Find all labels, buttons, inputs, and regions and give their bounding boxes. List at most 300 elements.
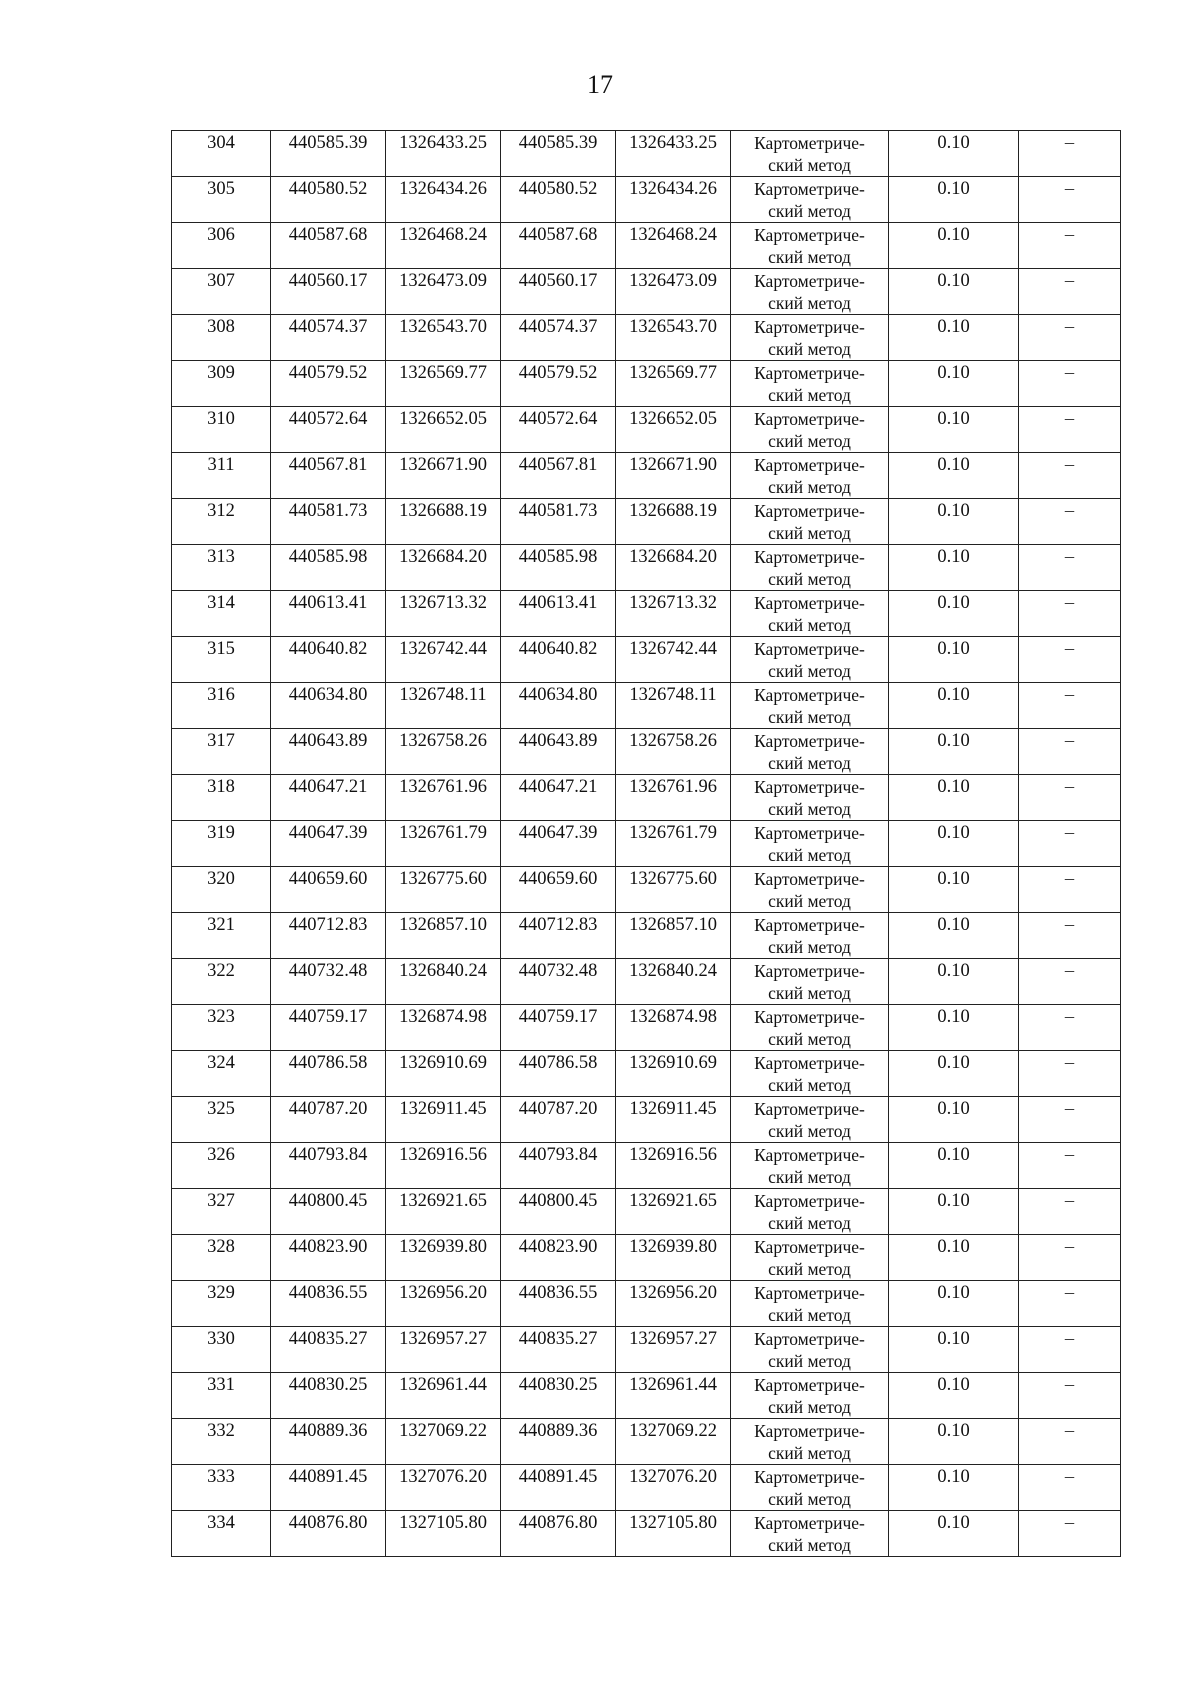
accuracy-cell: 0.10	[889, 821, 1019, 867]
point-number-cell: 329	[172, 1281, 271, 1327]
note-cell: –	[1019, 1465, 1121, 1511]
method-cell	[731, 499, 889, 545]
existing-x-cell: 440581.73	[271, 499, 386, 545]
table-row	[172, 1097, 1121, 1143]
note-cell: –	[1019, 131, 1121, 177]
new-y-cell: 1326569.77	[616, 361, 731, 407]
accuracy-cell: 0.10	[889, 1511, 1019, 1557]
method-cell	[731, 1419, 889, 1465]
method-cell	[731, 775, 889, 821]
existing-y-cell: 1326713.32	[386, 591, 501, 637]
new-y-cell: 1326473.09	[616, 269, 731, 315]
note-cell: –	[1019, 1419, 1121, 1465]
existing-y-cell: 1326874.98	[386, 1005, 501, 1051]
new-y-cell: 1326857.10	[616, 913, 731, 959]
point-number-cell: 322	[172, 959, 271, 1005]
method-line-1: Картометриче-	[754, 1053, 865, 1073]
accuracy-cell: 0.10	[889, 637, 1019, 683]
method-cell	[731, 591, 889, 637]
method-line-1: Картометриче-	[754, 179, 865, 199]
table-row	[172, 959, 1121, 1005]
existing-x-cell: 440830.25	[271, 1373, 386, 1419]
note-cell: –	[1019, 545, 1121, 591]
new-x-cell: 440876.80	[501, 1511, 616, 1557]
point-number-cell: 327	[172, 1189, 271, 1235]
point-number-cell: 314	[172, 591, 271, 637]
new-x-cell: 440659.60	[501, 867, 616, 913]
accuracy-cell: 0.10	[889, 1419, 1019, 1465]
accuracy-cell: 0.10	[889, 867, 1019, 913]
accuracy-cell: 0.10	[889, 1051, 1019, 1097]
point-number-cell: 316	[172, 683, 271, 729]
point-number-cell: 331	[172, 1373, 271, 1419]
note-cell: –	[1019, 361, 1121, 407]
point-number-cell: 320	[172, 867, 271, 913]
new-y-cell: 1326742.44	[616, 637, 731, 683]
existing-y-cell: 1326748.11	[386, 683, 501, 729]
note-cell: –	[1019, 775, 1121, 821]
method-line-1: Картометриче-	[754, 1329, 865, 1349]
method-line-2: ский метод	[768, 1029, 851, 1049]
method-line-1: Картометриче-	[754, 1467, 865, 1487]
point-number-cell: 325	[172, 1097, 271, 1143]
method-line-2: ский метод	[768, 1167, 851, 1187]
existing-x-cell: 440800.45	[271, 1189, 386, 1235]
new-y-cell: 1326758.26	[616, 729, 731, 775]
table-row	[172, 1281, 1121, 1327]
new-x-cell: 440836.55	[501, 1281, 616, 1327]
existing-y-cell: 1326688.19	[386, 499, 501, 545]
existing-x-cell: 440787.20	[271, 1097, 386, 1143]
method-line-1: Картометриче-	[754, 1375, 865, 1395]
method-line-2: ский метод	[768, 1535, 851, 1555]
table-row	[172, 821, 1121, 867]
existing-x-cell: 440786.58	[271, 1051, 386, 1097]
accuracy-cell: 0.10	[889, 1143, 1019, 1189]
existing-x-cell: 440823.90	[271, 1235, 386, 1281]
method-cell	[731, 1373, 889, 1419]
existing-y-cell: 1326684.20	[386, 545, 501, 591]
note-cell: –	[1019, 1511, 1121, 1557]
new-y-cell: 1326840.24	[616, 959, 731, 1005]
new-y-cell: 1326957.27	[616, 1327, 731, 1373]
note-cell: –	[1019, 867, 1121, 913]
existing-x-cell: 440793.84	[271, 1143, 386, 1189]
note-cell: –	[1019, 177, 1121, 223]
method-line-1: Картометриче-	[754, 1191, 865, 1211]
new-x-cell: 440712.83	[501, 913, 616, 959]
new-x-cell: 440560.17	[501, 269, 616, 315]
new-y-cell: 1326761.96	[616, 775, 731, 821]
method-line-1: Картометриче-	[754, 1283, 865, 1303]
method-line-2: ский метод	[768, 983, 851, 1003]
point-number-cell: 310	[172, 407, 271, 453]
coordinates-table-body	[172, 131, 1121, 1557]
new-y-cell: 1326713.32	[616, 591, 731, 637]
method-cell	[731, 315, 889, 361]
method-line-2: ский метод	[768, 1259, 851, 1279]
method-line-1: Картометриче-	[754, 1513, 865, 1533]
method-line-2: ский метод	[768, 707, 851, 727]
new-x-cell: 440587.68	[501, 223, 616, 269]
existing-y-cell: 1326569.77	[386, 361, 501, 407]
existing-y-cell: 1326468.24	[386, 223, 501, 269]
table-row	[172, 1143, 1121, 1189]
method-line-2: ский метод	[768, 339, 851, 359]
note-cell: –	[1019, 453, 1121, 499]
point-number-cell: 330	[172, 1327, 271, 1373]
new-y-cell: 1326911.45	[616, 1097, 731, 1143]
new-x-cell: 440567.81	[501, 453, 616, 499]
method-line-1: Картометриче-	[754, 1421, 865, 1441]
method-line-2: ский метод	[768, 201, 851, 221]
accuracy-cell: 0.10	[889, 1327, 1019, 1373]
method-cell	[731, 453, 889, 499]
note-cell: –	[1019, 729, 1121, 775]
method-line-1: Картометриче-	[754, 409, 865, 429]
existing-x-cell: 440759.17	[271, 1005, 386, 1051]
new-x-cell: 440800.45	[501, 1189, 616, 1235]
new-y-cell: 1326761.79	[616, 821, 731, 867]
note-cell: –	[1019, 1327, 1121, 1373]
new-x-cell: 440830.25	[501, 1373, 616, 1419]
new-y-cell: 1326775.60	[616, 867, 731, 913]
note-cell: –	[1019, 1051, 1121, 1097]
table-row	[172, 407, 1121, 453]
existing-x-cell: 440891.45	[271, 1465, 386, 1511]
method-cell	[731, 269, 889, 315]
coordinates-table	[171, 130, 1121, 1557]
note-cell: –	[1019, 821, 1121, 867]
table-row	[172, 223, 1121, 269]
note-cell: –	[1019, 269, 1121, 315]
existing-x-cell: 440572.64	[271, 407, 386, 453]
table-row	[172, 591, 1121, 637]
method-line-2: ский метод	[768, 937, 851, 957]
new-x-cell: 440634.80	[501, 683, 616, 729]
table-row	[172, 729, 1121, 775]
method-line-1: Картометриче-	[754, 869, 865, 889]
method-line-1: Картометриче-	[754, 777, 865, 797]
existing-x-cell: 440732.48	[271, 959, 386, 1005]
accuracy-cell: 0.10	[889, 499, 1019, 545]
method-cell	[731, 1189, 889, 1235]
existing-y-cell: 1326761.96	[386, 775, 501, 821]
method-cell	[731, 867, 889, 913]
existing-y-cell: 1326961.44	[386, 1373, 501, 1419]
point-number-cell: 315	[172, 637, 271, 683]
new-x-cell: 440572.64	[501, 407, 616, 453]
method-cell	[731, 1511, 889, 1557]
method-line-1: Картометриче-	[754, 961, 865, 981]
table-row	[172, 545, 1121, 591]
existing-x-cell: 440634.80	[271, 683, 386, 729]
new-x-cell: 440613.41	[501, 591, 616, 637]
method-cell	[731, 545, 889, 591]
existing-x-cell: 440574.37	[271, 315, 386, 361]
table-row	[172, 453, 1121, 499]
new-y-cell: 1326468.24	[616, 223, 731, 269]
point-number-cell: 313	[172, 545, 271, 591]
method-line-1: Картометриче-	[754, 317, 865, 337]
accuracy-cell: 0.10	[889, 591, 1019, 637]
new-x-cell: 440793.84	[501, 1143, 616, 1189]
new-x-cell: 440579.52	[501, 361, 616, 407]
point-number-cell: 306	[172, 223, 271, 269]
note-cell: –	[1019, 499, 1121, 545]
method-line-1: Картометриче-	[754, 1099, 865, 1119]
accuracy-cell: 0.10	[889, 729, 1019, 775]
method-cell	[731, 1097, 889, 1143]
method-line-2: ский метод	[768, 1075, 851, 1095]
note-cell: –	[1019, 1143, 1121, 1189]
new-y-cell: 1327105.80	[616, 1511, 731, 1557]
new-y-cell: 1327069.22	[616, 1419, 731, 1465]
existing-x-cell: 440585.39	[271, 131, 386, 177]
page-number: 17	[587, 70, 613, 99]
method-line-2: ский метод	[768, 753, 851, 773]
existing-y-cell: 1326473.09	[386, 269, 501, 315]
accuracy-cell: 0.10	[889, 1373, 1019, 1419]
method-cell	[731, 223, 889, 269]
new-x-cell: 440835.27	[501, 1327, 616, 1373]
new-y-cell: 1326652.05	[616, 407, 731, 453]
method-cell	[731, 637, 889, 683]
new-y-cell: 1326961.44	[616, 1373, 731, 1419]
existing-x-cell: 440587.68	[271, 223, 386, 269]
new-y-cell: 1326433.25	[616, 131, 731, 177]
table-row	[172, 1511, 1121, 1557]
method-line-1: Картометриче-	[754, 915, 865, 935]
existing-x-cell: 440580.52	[271, 177, 386, 223]
new-x-cell: 440640.82	[501, 637, 616, 683]
method-cell	[731, 913, 889, 959]
existing-x-cell: 440640.82	[271, 637, 386, 683]
table-row	[172, 499, 1121, 545]
new-x-cell: 440643.89	[501, 729, 616, 775]
existing-y-cell: 1326916.56	[386, 1143, 501, 1189]
method-cell	[731, 1281, 889, 1327]
table-row	[172, 361, 1121, 407]
table-row	[172, 1465, 1121, 1511]
new-x-cell: 440581.73	[501, 499, 616, 545]
accuracy-cell: 0.10	[889, 361, 1019, 407]
note-cell: –	[1019, 223, 1121, 269]
new-x-cell: 440786.58	[501, 1051, 616, 1097]
table-row	[172, 683, 1121, 729]
method-line-1: Картометриче-	[754, 1007, 865, 1027]
method-line-1: Картометриче-	[754, 639, 865, 659]
method-cell	[731, 407, 889, 453]
existing-y-cell: 1326775.60	[386, 867, 501, 913]
existing-y-cell: 1326652.05	[386, 407, 501, 453]
note-cell: –	[1019, 1097, 1121, 1143]
point-number-cell: 333	[172, 1465, 271, 1511]
method-line-2: ский метод	[768, 1351, 851, 1371]
method-line-1: Картометриче-	[754, 547, 865, 567]
method-cell	[731, 683, 889, 729]
new-x-cell: 440647.39	[501, 821, 616, 867]
method-line-2: ский метод	[768, 1397, 851, 1417]
method-line-2: ский метод	[768, 661, 851, 681]
existing-x-cell: 440567.81	[271, 453, 386, 499]
existing-y-cell: 1326956.20	[386, 1281, 501, 1327]
accuracy-cell: 0.10	[889, 407, 1019, 453]
existing-y-cell: 1326671.90	[386, 453, 501, 499]
point-number-cell: 307	[172, 269, 271, 315]
existing-y-cell: 1326758.26	[386, 729, 501, 775]
new-x-cell: 440889.36	[501, 1419, 616, 1465]
method-line-1: Картометриче-	[754, 593, 865, 613]
method-cell	[731, 1327, 889, 1373]
new-y-cell: 1326921.65	[616, 1189, 731, 1235]
new-y-cell: 1326684.20	[616, 545, 731, 591]
accuracy-cell: 0.10	[889, 177, 1019, 223]
existing-y-cell: 1326840.24	[386, 959, 501, 1005]
accuracy-cell: 0.10	[889, 453, 1019, 499]
point-number-cell: 305	[172, 177, 271, 223]
method-cell	[731, 177, 889, 223]
note-cell: –	[1019, 1189, 1121, 1235]
point-number-cell: 319	[172, 821, 271, 867]
new-y-cell: 1326939.80	[616, 1235, 731, 1281]
point-number-cell: 323	[172, 1005, 271, 1051]
existing-y-cell: 1326939.80	[386, 1235, 501, 1281]
method-line-2: ский метод	[768, 523, 851, 543]
new-x-cell: 440574.37	[501, 315, 616, 361]
method-line-2: ский метод	[768, 891, 851, 911]
accuracy-cell: 0.10	[889, 683, 1019, 729]
table-row	[172, 1419, 1121, 1465]
new-y-cell: 1326916.56	[616, 1143, 731, 1189]
accuracy-cell: 0.10	[889, 223, 1019, 269]
point-number-cell: 328	[172, 1235, 271, 1281]
existing-x-cell: 440712.83	[271, 913, 386, 959]
table-row	[172, 1327, 1121, 1373]
new-y-cell: 1326956.20	[616, 1281, 731, 1327]
new-x-cell: 440585.98	[501, 545, 616, 591]
accuracy-cell: 0.10	[889, 315, 1019, 361]
method-cell	[731, 959, 889, 1005]
point-number-cell: 309	[172, 361, 271, 407]
existing-y-cell: 1327105.80	[386, 1511, 501, 1557]
point-number-cell: 311	[172, 453, 271, 499]
new-x-cell: 440732.48	[501, 959, 616, 1005]
accuracy-cell: 0.10	[889, 1465, 1019, 1511]
existing-x-cell: 440560.17	[271, 269, 386, 315]
accuracy-cell: 0.10	[889, 1097, 1019, 1143]
existing-x-cell: 440835.27	[271, 1327, 386, 1373]
new-y-cell: 1326671.90	[616, 453, 731, 499]
method-cell	[731, 1235, 889, 1281]
existing-y-cell: 1326742.44	[386, 637, 501, 683]
accuracy-cell: 0.10	[889, 1005, 1019, 1051]
accuracy-cell: 0.10	[889, 913, 1019, 959]
method-cell	[731, 361, 889, 407]
table-row	[172, 1051, 1121, 1097]
existing-x-cell: 440585.98	[271, 545, 386, 591]
note-cell: –	[1019, 1235, 1121, 1281]
method-cell	[731, 1465, 889, 1511]
method-line-2: ский метод	[768, 247, 851, 267]
method-line-1: Картометриче-	[754, 685, 865, 705]
existing-y-cell: 1326857.10	[386, 913, 501, 959]
method-line-1: Картометриче-	[754, 731, 865, 751]
method-line-1: Картометриче-	[754, 1145, 865, 1165]
existing-x-cell: 440613.41	[271, 591, 386, 637]
new-x-cell: 440580.52	[501, 177, 616, 223]
method-line-2: ский метод	[768, 385, 851, 405]
new-y-cell: 1327076.20	[616, 1465, 731, 1511]
method-line-2: ский метод	[768, 1121, 851, 1141]
note-cell: –	[1019, 591, 1121, 637]
table-row	[172, 867, 1121, 913]
accuracy-cell: 0.10	[889, 269, 1019, 315]
new-y-cell: 1326688.19	[616, 499, 731, 545]
existing-y-cell: 1326434.26	[386, 177, 501, 223]
table-row	[172, 1005, 1121, 1051]
point-number-cell: 318	[172, 775, 271, 821]
existing-y-cell: 1327069.22	[386, 1419, 501, 1465]
method-line-2: ский метод	[768, 293, 851, 313]
table-row	[172, 269, 1121, 315]
existing-y-cell: 1326910.69	[386, 1051, 501, 1097]
point-number-cell: 312	[172, 499, 271, 545]
point-number-cell: 304	[172, 131, 271, 177]
point-number-cell: 332	[172, 1419, 271, 1465]
note-cell: –	[1019, 407, 1121, 453]
note-cell: –	[1019, 913, 1121, 959]
table-row	[172, 1189, 1121, 1235]
existing-x-cell: 440836.55	[271, 1281, 386, 1327]
point-number-cell: 324	[172, 1051, 271, 1097]
accuracy-cell: 0.10	[889, 131, 1019, 177]
existing-y-cell: 1326957.27	[386, 1327, 501, 1373]
method-cell	[731, 1005, 889, 1051]
accuracy-cell: 0.10	[889, 775, 1019, 821]
method-line-1: Картометриче-	[754, 133, 865, 153]
new-x-cell: 440823.90	[501, 1235, 616, 1281]
existing-y-cell: 1326543.70	[386, 315, 501, 361]
new-y-cell: 1326910.69	[616, 1051, 731, 1097]
method-line-1: Картометриче-	[754, 271, 865, 291]
point-number-cell: 317	[172, 729, 271, 775]
table-row	[172, 637, 1121, 683]
method-line-2: ский метод	[768, 845, 851, 865]
note-cell: –	[1019, 1373, 1121, 1419]
method-line-2: ский метод	[768, 615, 851, 635]
table-row	[172, 1373, 1121, 1419]
method-line-1: Картометриче-	[754, 1237, 865, 1257]
existing-x-cell: 440889.36	[271, 1419, 386, 1465]
method-line-2: ский метод	[768, 569, 851, 589]
existing-x-cell: 440876.80	[271, 1511, 386, 1557]
note-cell: –	[1019, 1281, 1121, 1327]
existing-x-cell: 440643.89	[271, 729, 386, 775]
method-line-1: Картометриче-	[754, 225, 865, 245]
point-number-cell: 308	[172, 315, 271, 361]
table-row	[172, 177, 1121, 223]
method-line-1: Картометриче-	[754, 455, 865, 475]
note-cell: –	[1019, 637, 1121, 683]
table-row	[172, 775, 1121, 821]
existing-x-cell: 440659.60	[271, 867, 386, 913]
new-x-cell: 440787.20	[501, 1097, 616, 1143]
accuracy-cell: 0.10	[889, 1281, 1019, 1327]
new-x-cell: 440585.39	[501, 131, 616, 177]
method-line-2: ский метод	[768, 155, 851, 175]
new-x-cell: 440647.21	[501, 775, 616, 821]
